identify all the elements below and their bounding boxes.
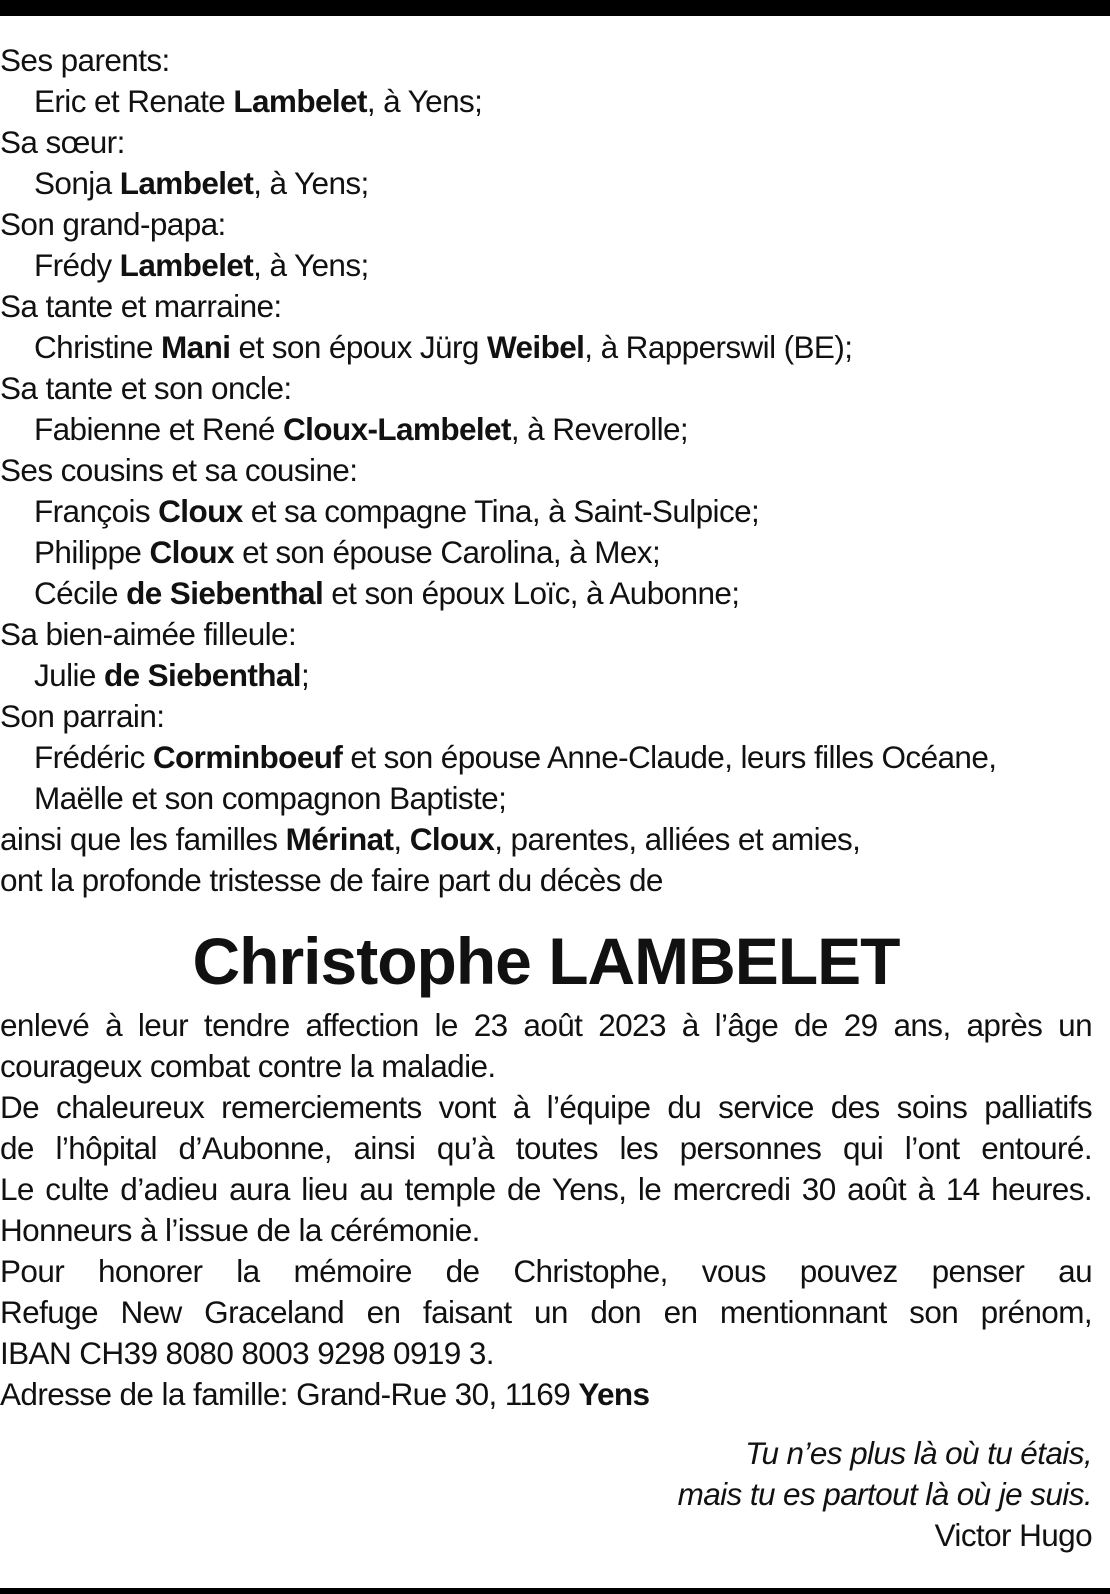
body-line: Pour honorer la mémoire de Christophe, vous pouvez penser au (0, 1253, 1092, 1289)
family-entry: Cécile de Siebenthal et son époux Loïc, à Aubonne; (34, 575, 740, 611)
family-group-label: Son grand-papa: (0, 206, 226, 242)
family-entry: François Cloux et sa compagne Tina, à Saint-Sulpice; (34, 493, 760, 529)
deceased-name: Christophe LAMBELET (192, 924, 900, 998)
family-group-label: Ses parents: (0, 42, 170, 78)
quote-author: Victor Hugo (934, 1517, 1092, 1553)
body-line: de l’hôpital d’Aubonne, ainsi qu’à toutes les personnes qui l’ont entouré. (0, 1130, 1092, 1166)
body-line: Honneurs à l’issue de la cérémonie. (0, 1212, 480, 1248)
family-group-label: Sa tante et son oncle: (0, 370, 292, 406)
family-address: Adresse de la famille: Grand-Rue 30, 1169 Yens (0, 1376, 650, 1412)
family-group-label: Sa tante et marraine: (0, 288, 282, 324)
family-entry: Julie de Siebenthal; (34, 657, 310, 693)
body-line: Refuge New Graceland en faisant un don en mentionnant son prénom, (0, 1294, 1092, 1330)
announcement-line: ont la profonde tristesse de faire part du décès de (0, 862, 663, 898)
body-line: De chaleureux remerciements vont à l’équipe du service des soins palliatifs (0, 1089, 1092, 1125)
body-line: IBAN CH39 8080 8003 9298 0919 3. (0, 1335, 494, 1371)
bottom-border-rule (0, 1588, 1110, 1594)
obituary-notice (0, 40, 1092, 1556)
quote-line: mais tu es partout là où je suis. (677, 1476, 1092, 1512)
also-families-line: ainsi que les familles Mérinat, Cloux, parentes, alliées et amies, (0, 821, 861, 857)
family-group-label: Son parrain: (0, 698, 165, 734)
family-entry: Frédy Lambelet, à Yens; (34, 247, 369, 283)
family-entry: Christine Mani et son époux Jürg Weibel, à Rapperswil (BE); (34, 329, 853, 365)
family-entry: Eric et Renate Lambelet, à Yens; (34, 83, 483, 119)
body-line: enlevé à leur tendre affection le 23 août 2023 à l’âge de 29 ans, après un (0, 1007, 1092, 1043)
family-entry: Fabienne et René Cloux-Lambelet, à Reverolle; (34, 411, 689, 447)
family-entry: Frédéric Corminboeuf et son épouse Anne-Claude, leurs filles Océane, (34, 739, 997, 775)
family-entry: Sonja Lambelet, à Yens; (34, 165, 369, 201)
top-border-rule (0, 0, 1110, 16)
body-line: Le culte d’adieu aura lieu au temple de Yens, le mercredi 30 août à 14 heures. (0, 1171, 1092, 1207)
body-line: courageux combat contre la maladie. (0, 1048, 496, 1084)
closing-quote (0, 1433, 1092, 1556)
notice-body (0, 1005, 1092, 1415)
family-group-label: Sa sœur: (0, 124, 125, 160)
family-entry: Maëlle et son compagnon Baptiste; (34, 780, 507, 816)
family-group-label: Sa bien-aimée filleule: (0, 616, 297, 652)
family-entry: Philippe Cloux et son épouse Carolina, à Mex; (34, 534, 661, 570)
family-group-label: Ses cousins et sa cousine: (0, 452, 358, 488)
family-list (0, 40, 1092, 819)
quote-line: Tu n’es plus là où tu étais, (745, 1435, 1092, 1471)
